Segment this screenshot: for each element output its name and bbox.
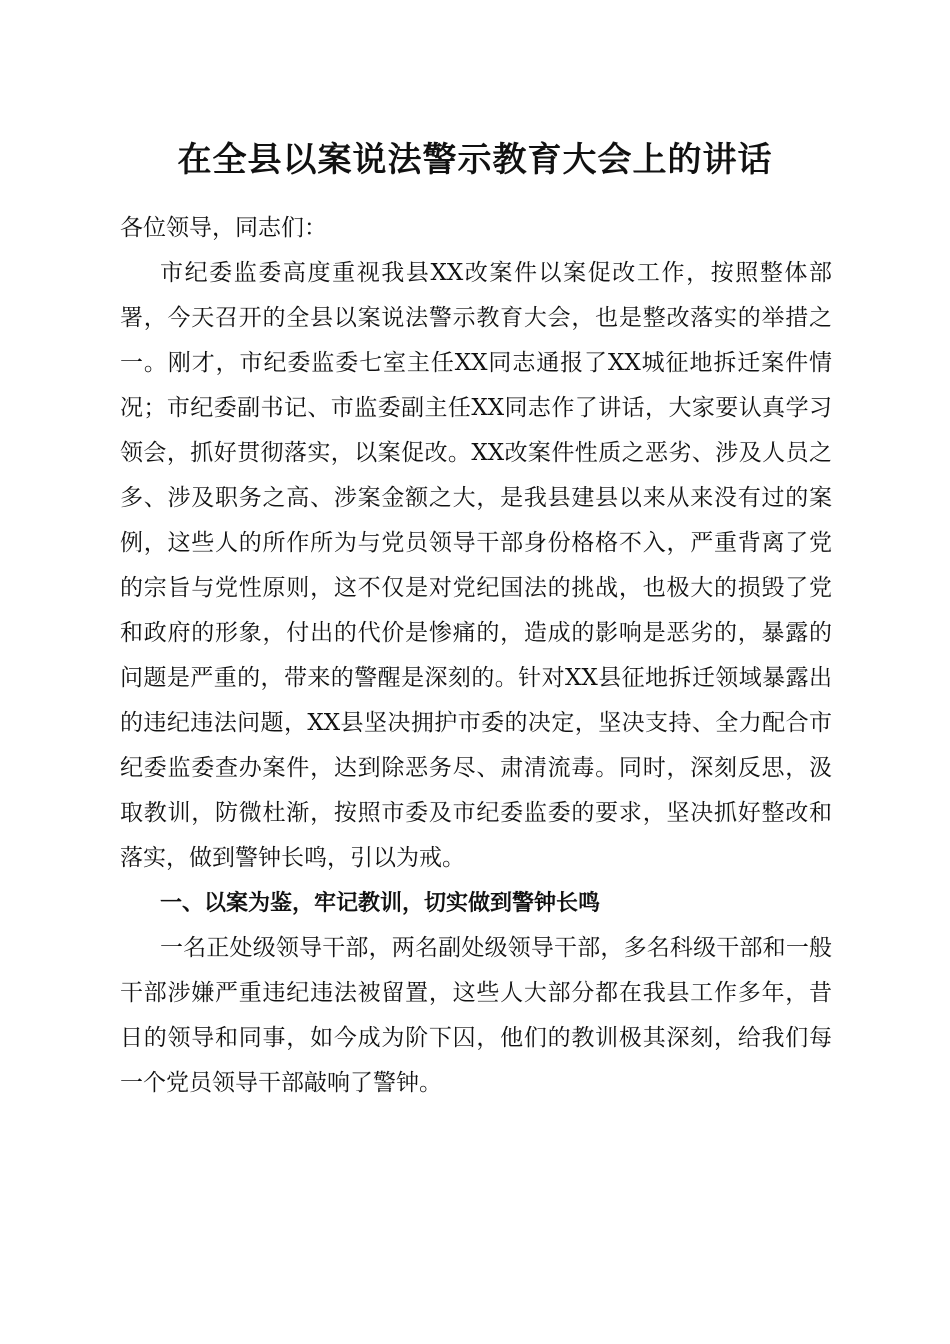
paragraph-section-1: 一名正处级领导干部，两名副处级领导干部，多名科级干部和一般干部涉嫌严重违纪违法被留置，这些人大部分都在我县工作多年，昔日的领导和同事，如今成为阶下囚，他们的教训极其深刻，给我们每一个党员领导干部敲响了警钟。 bbox=[120, 935, 832, 1096]
document-body bbox=[120, 206, 832, 1106]
salutation: 各位领导，同志们： bbox=[120, 215, 327, 241]
document-title: 在全县以案说法警示教育大会上的讲话 bbox=[177, 140, 773, 180]
paragraph-intro: 市纪委监委高度重视我县XX改案件以案促改工作，按照整体部署，今天召开的全县以案说法警示教育大会，也是整改落实的举措之一。刚才，市纪委监委七室主任XX同志通报了XX城征地拆迁案件情况；市纪委副书记、市监委副主任XX同志作了讲话，大家要认真学习领会，抓好贯彻落实，以案促改。XX改案件性质之恶劣、涉及人员之多、涉及职务之高、涉案金额之大，是我县建县以来从来没有过的案例，这些人的所作所为与党员领导干部身份格格不入，严重背离了党的宗旨与党性原则，这不仅是对党纪国法的挑战，也极大的损毁了党和政府的形象，付出的代价是惨痛的，造成的影响是恶劣的，暴露的问题是严重的，带来的警醒是深刻的。针对XX县征地拆迁领域暴露出的违纪违法问题，XX县坚决拥护市委的决定，坚决支持、全力配合市纪委监委查办案件，达到除恶务尽、肃清流毒。同时，深刻反思，汲取教训，防微杜渐，按照市委及市纪委监委的要求，坚决抓好整改和落实，做到警钟长鸣，引以为戒。 bbox=[120, 260, 832, 871]
section-heading-1: 一、以案为鉴，牢记教训，切实做到警钟长鸣 bbox=[160, 891, 601, 916]
